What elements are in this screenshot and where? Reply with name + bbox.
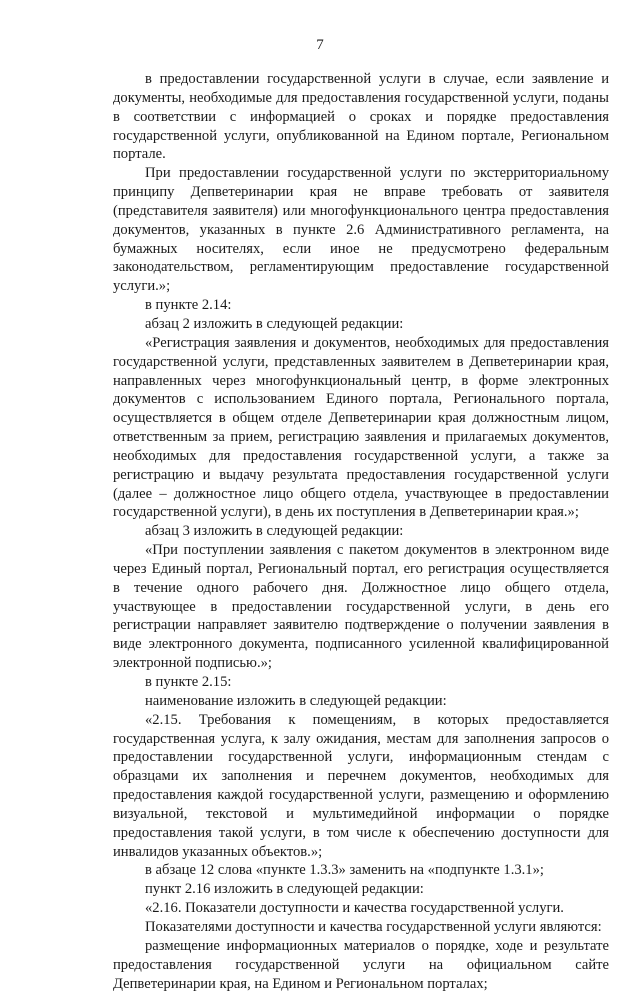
paragraph: в предоставлении государственной услуги в случае, если заявление и документы, необходимые для предоставления государственной услуги, поданы в соответствии с информацией о сроках и порядке предоставления государственной услуги, опубликованной на Едином портале, Региональном портале. xyxy=(113,71,609,163)
paragraph: «При поступлении заявления с пакетом документов в электронном виде через Единый портал, Региональный портал, его регистрация осуществляется в течение одного рабочего дня. Должностное лицо общего отдела, участвующее в предоставлении государственной услуги, в день его регистрации направляет заявителю подтверждение о получении заявления в виде электронного документа, подписанного усиленной квалифицированной электронной подписью.»; xyxy=(113,542,609,672)
paragraph: абзац 2 изложить в следующей редакции: xyxy=(145,315,404,332)
page-number: 7 xyxy=(316,37,324,53)
paragraph: Показателями доступности и качества государственной услуги являются: xyxy=(145,918,602,935)
paragraph: «Регистрация заявления и документов, необходимых для предоставления государственной услуги, представленных заявителем в Депветеринарии края, направленных через многофункциональный центр, в форме электронных документов с использованием Единого портала, Регионального портала, осуществляется в общем отделе Депветеринарии края должностным лицом, ответственным за прием, регистрацию заявления и прилагаемых документов, необходимых для предоставления государственной услуги, а также за регистрацию и выдачу результата предоставления государственной услуги (далее – должностное лицо общего отдела, участвующее в предоставлении государственной услуги), в день их поступления в Депветеринарии края.»; xyxy=(113,334,609,521)
paragraph: размещение информационных материалов о порядке, ходе и результате предоставления государственной услуги на официальном сайте Депветеринарии края, на Едином и Региональном порталах; xyxy=(113,937,609,992)
paragraph: наименование изложить в следующей редакции: xyxy=(145,692,447,709)
paragraph: пункт 2.16 изложить в следующей редакции: xyxy=(145,881,424,898)
paragraph: При предоставлении государственной услуги по экстерриториальному принципу Депветеринарии края не вправе требовать от заявителя (представителя заявителя) или многофункционального центра предоставления документов, указанных в пункте 2.6 Административного регламента, на бумажных носителях, если иное не предусмотрено федеральным законодательством, регламентирующим предоставление государственной услуги.»; xyxy=(113,165,609,295)
paragraph: в пункте 2.15: xyxy=(145,674,232,690)
document-body xyxy=(113,70,609,993)
paragraph: «2.16. Показатели доступности и качества государственной услуги. xyxy=(145,900,564,917)
paragraph: «2.15. Требования к помещениям, в которых предоставляется государственная услуга, к залу ожидания, местам для заполнения запросов о предоставлении государственной услуги, информационным стендам с образцами их заполнения и перечнем документов, необходимых для предоставления каждой государственной услуги, размещению и оформлению визуальной, текстовой и мультимедийной информации о порядке предоставления такой услуги, в том числе к обеспечению доступности для инвалидов указанных объектов.»; xyxy=(113,711,609,860)
paragraph: в абзаце 12 слова «пункте 1.3.3» заменить на «подпункте 1.3.1»; xyxy=(145,862,544,879)
paragraph: в пункте 2.14: xyxy=(145,297,232,314)
paragraph: абзац 3 изложить в следующей редакции: xyxy=(145,523,404,540)
